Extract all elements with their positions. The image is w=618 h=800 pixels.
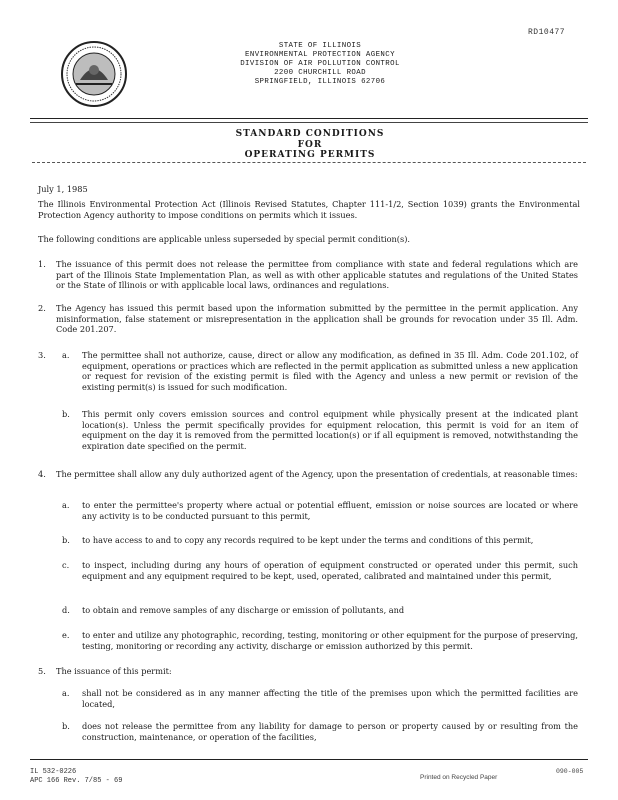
- condition-4c-text: to inspect, including during any hours of operation of equipment constructed or operated under this permit, such equipment and any equipment required to be kept, used, operated, calibrated and maintained under this permit,: [82, 560, 578, 581]
- subcondition-label: c.: [62, 560, 70, 570]
- condition-5b-text: does not release the permittee from any liability for damage to person or property caused by or resulting from the construction, maintenance, or operation of the facilities,: [82, 721, 578, 742]
- subcondition-label: a.: [62, 500, 70, 510]
- agency-header: [200, 42, 440, 87]
- condition-4a-text: to enter the permittee's property where actual or potential effluent, emission or noise sources are located or where any activity is to be conducted pursuant to this permit,: [82, 500, 578, 521]
- title-divider: [32, 162, 586, 163]
- condition-5-text: The issuance of this permit:: [56, 666, 172, 676]
- subcondition-label: d.: [62, 605, 70, 615]
- condition-number: 4.: [38, 469, 46, 479]
- subcondition-label: b.: [62, 409, 70, 419]
- lead-paragraph: The following conditions are applicable unless superseded by special permit condition(s).: [38, 234, 410, 244]
- document-date: July 1, 1985: [38, 184, 88, 194]
- illinois-state-seal-icon: [60, 40, 128, 108]
- document-title: [160, 129, 460, 161]
- frame-divider: [30, 122, 588, 123]
- agency-line: 2200 CHURCHILL ROAD: [274, 69, 366, 77]
- subcondition-label: e.: [62, 630, 70, 640]
- footer-code: 090-005: [556, 768, 584, 775]
- condition-4e-text: to enter and utilize any photographic, recording, testing, monitoring or other equipment for the purpose of preserving, testing, monitoring or recording any activity, discharge or emission authorized by this permit.: [82, 630, 578, 651]
- subcondition-label: a.: [62, 688, 70, 698]
- form-number: [30, 768, 122, 786]
- condition-1-text: The issuance of this permit does not release the permittee from compliance with state and federal regulations which are part of the Illinois State Implementation Plan, as well as with other applicable statutes and regulations of the United States or the State of Illinois or with applicable local laws, ordinances and regulations.: [56, 259, 578, 290]
- condition-4d-text: to obtain and remove samples of any discharge or emission of pollutants, and: [82, 605, 405, 615]
- title-line: OPERATING PERMITS: [244, 150, 376, 160]
- recycled-paper-note: Printed on Recycled Paper: [420, 774, 498, 781]
- condition-2-text: The Agency has issued this permit based upon the information submitted by the permittee in the permit application. Any misinformation, false statement or misrepresentation in the application shall be grounds for revocation under 35 Ill. Adm. Code 201.207.: [56, 303, 578, 334]
- condition-number: 3.: [38, 350, 46, 360]
- form-revision: APC 166 Rev. 7/85 - 69: [30, 777, 123, 785]
- document-id: RD10477: [528, 28, 566, 37]
- condition-number: 5.: [38, 666, 46, 676]
- condition-3b-text: This permit only covers emission sources and control equipment while physically present at the indicated plant location(s). Unless the permit specifically provides for equipment relocation, this permit is void for an item of equipment on the day it is removed from the permitted location(s) or if all equipment is removed, notwithstanding the expiration date specified on the permit.: [82, 409, 578, 451]
- condition-number: 1.: [38, 259, 46, 269]
- subcondition-label: b.: [62, 721, 70, 731]
- subcondition-label: b.: [62, 535, 70, 545]
- agency-line: SPRINGFIELD, ILLINOIS 62706: [254, 78, 386, 86]
- condition-number: 2.: [38, 303, 46, 313]
- agency-line: ENVIRONMENTAL PROTECTION AGENCY: [245, 51, 395, 59]
- title-line: FOR: [297, 139, 323, 150]
- form-code: IL 532-0226: [30, 768, 77, 776]
- condition-4b-text: to have access to and to copy any records required to be kept under the terms and conditions of this permit,: [82, 535, 534, 545]
- subcondition-label: a.: [62, 350, 70, 360]
- intro-paragraph: The Illinois Environmental Protection Act (Illinois Revised Statutes, Chapter 111-1/2, Section 1039) grants the Environmental Protection Agency authority to impose conditions on permits which it issues.: [38, 199, 580, 220]
- condition-4-text: The permittee shall allow any duly authorized agent of the Agency, upon the presentation of credentials, at reasonable times:: [56, 469, 578, 479]
- agency-line: STATE OF ILLINOIS: [278, 42, 362, 50]
- title-line: STANDARD CONDITIONS: [235, 129, 385, 139]
- agency-line: DIVISION OF AIR POLLUTION CONTROL: [240, 60, 400, 68]
- condition-3a-text: The permittee shall not authorize, cause, direct or allow any modification, as defined in 35 Ill. Adm. Code 201.102, of equipment, operations or practices which are reflected in the permit application as submitted unless a new application or request for revision of the existing permit is filed with the Agency and unless a new permit or revision of the existing permit(s) is issued for such modification.: [82, 350, 578, 392]
- condition-5a-text: shall not be considered as in any manner affecting the title of the premises upon which the permitted facilities are located,: [82, 688, 578, 709]
